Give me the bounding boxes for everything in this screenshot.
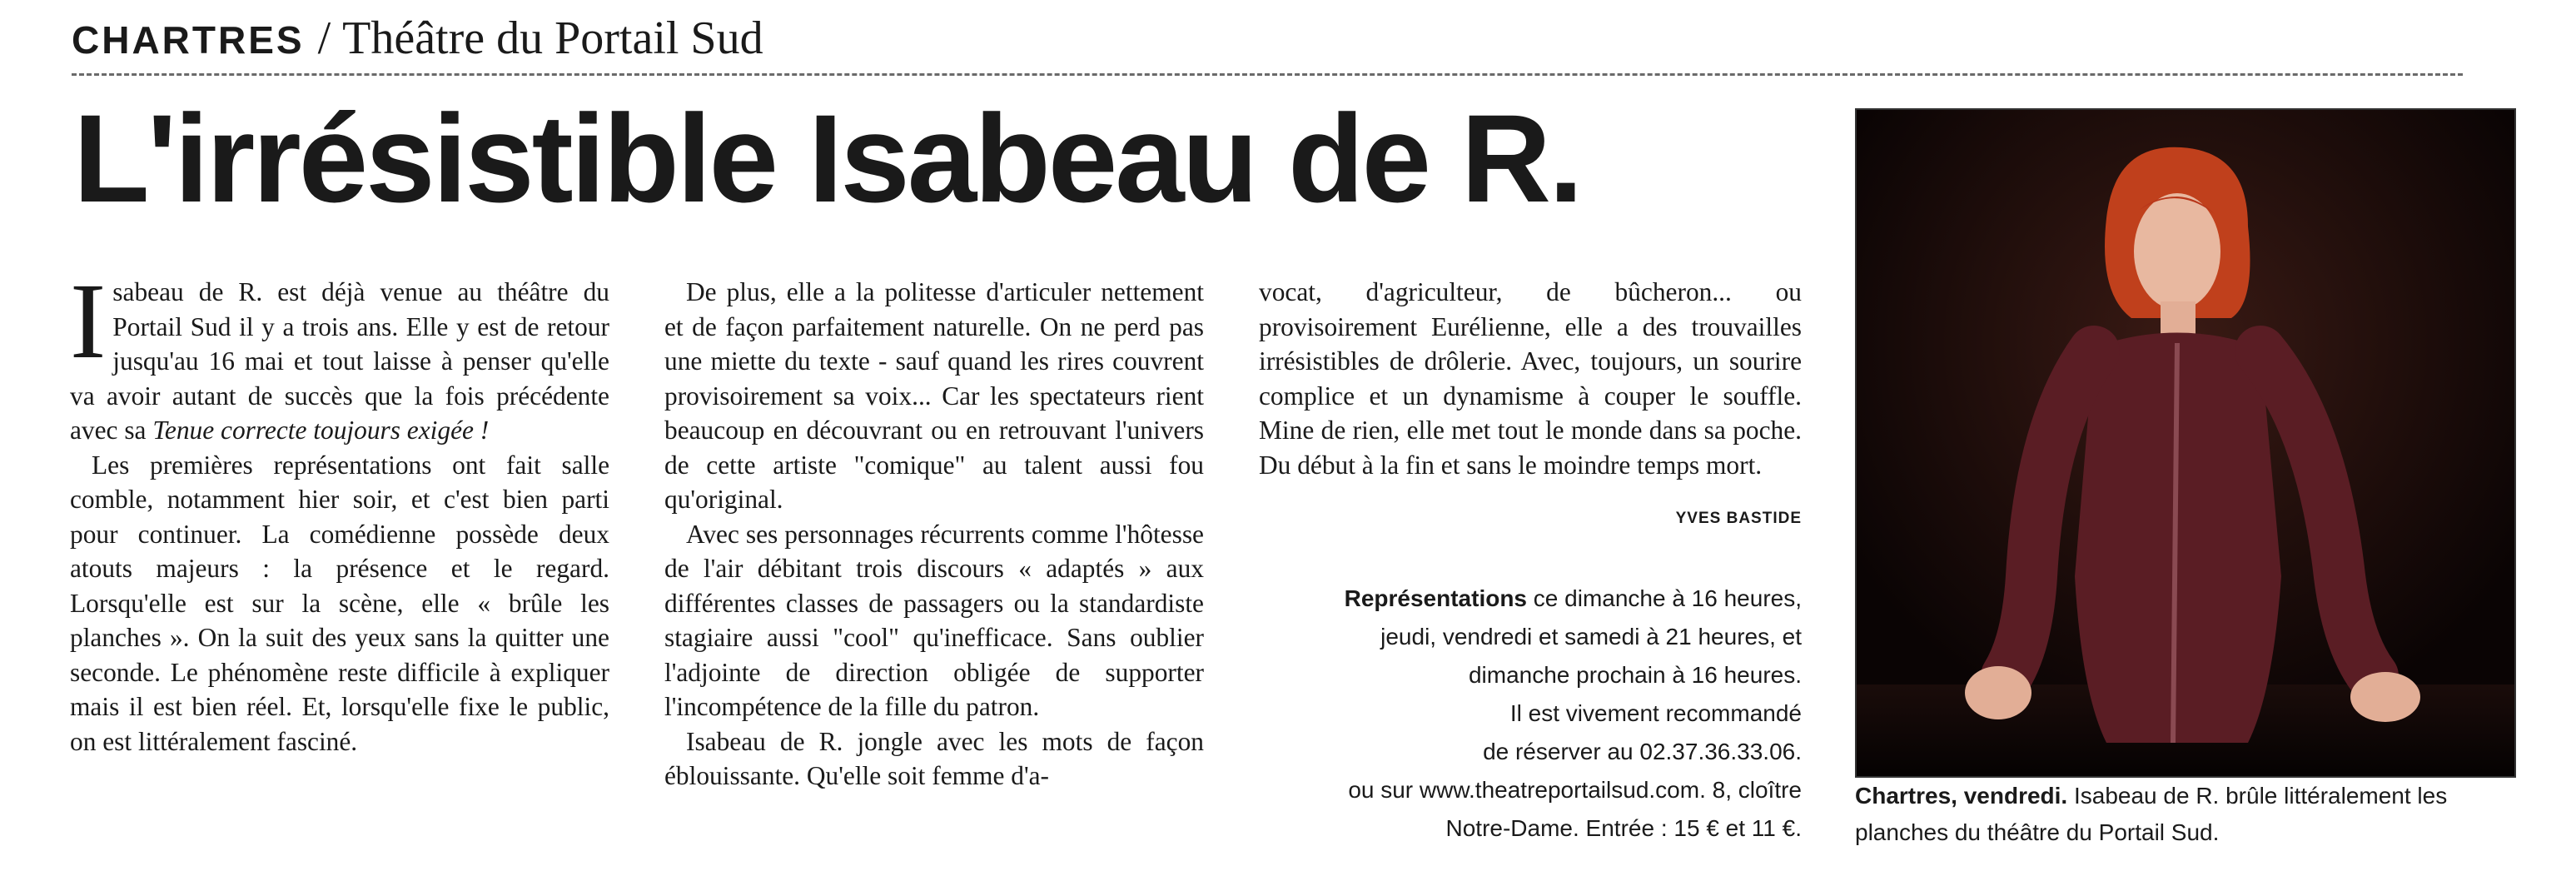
info-line: jeudi, vendredi et samedi à 21 heures, et — [1380, 624, 1802, 650]
paragraph-text: sabeau de R. est déjà venue au théâtre du Portail Sud il y a trois ans. Elle y est de retour jusqu'au 16 mai et tout laisse à penser qu'elle va avoir autant de succès que la fois précédente avec sa — [70, 277, 609, 445]
performer-photo — [1855, 108, 2516, 778]
dashed-rule — [72, 73, 2463, 76]
caption-text: Isabeau de R. brûle littéralement les planches du théâtre du Portail Sud. — [1855, 783, 2448, 845]
paragraph: De plus, elle a la politesse d'articuler nettement et de façon parfaitement naturelle. On ne perd pas une miette du texte - sauf quand les rires couvrent provisoirement sa voix... Car les spectateurs rient beaucoup en découvrant ou en retrouvant l'univers de cette artiste "comique" au talent aussi fou qu'original. — [664, 277, 1204, 514]
info-line: Notre-Dame. Entrée : 15 € et 11 €. — [1445, 815, 1802, 841]
kicker-separator: / — [317, 12, 331, 64]
paragraph: Avec ses personnages récurrents comme l'hôtesse de l'air débitant trois discours « adaptés » aux différentes classes de passagers ou la standardiste stagiaire aussi "cool" qu'inefficace. Sans oublier l'adjointe de direction obligée de supporter l'incompétence de la fille du patron. — [664, 519, 1204, 721]
info-label: Représentations — [1344, 585, 1528, 611]
info-line: Il est vivement recommandé — [1509, 700, 1802, 726]
headline: L'irrésistible Isabeau de R. — [73, 88, 1581, 228]
info-line: de réserver au 02.37.36.33.06. — [1483, 739, 1802, 764]
article-column-3 — [1259, 275, 1802, 482]
kicker-location: CHARTRES — [72, 18, 305, 62]
paragraph — [70, 261, 609, 448]
stage-illustration — [1857, 110, 2514, 776]
performance-info — [1259, 580, 1802, 848]
photo-caption — [1855, 778, 2521, 851]
paragraph: Isabeau de R. jongle avec les mots de façon éblouissante. Qu'elle soit femme d'a- — [664, 726, 1204, 790]
info-line: ce dimanche à 16 heures, — [1527, 585, 1802, 611]
show-title: Tenue correcte toujours exigée ! — [152, 416, 490, 445]
article-column-1 — [70, 261, 609, 759]
kicker-venue: Théâtre du Portail Sud — [342, 12, 763, 64]
paragraph: vocat, d'agriculteur, de bûcheron... ou provisoirement Eurélienne, elle a des trouvailles irrésistibles de drôlerie. Avec, toujours, un sourire complice et un dynamisme à couper le souffle. Mine de rien, elle met tout le monde dans sa poche. Du début à la fin et sans le moindre temps mort. — [1259, 277, 1802, 480]
info-line: dimanche prochain à 16 heures. — [1468, 662, 1802, 688]
caption-lead: Chartres, vendredi. — [1855, 783, 2068, 809]
article-column-2 — [664, 275, 1204, 794]
drop-cap: I — [70, 261, 107, 381]
info-line: ou sur www.theatreportailsud.com. 8, cloître — [1348, 777, 1802, 803]
paragraph: Les premières représentations ont fait salle comble, notamment hier soir, et c'est bien parti pour continuer. La comédienne possède deux atouts majeurs : la présence et le regard. Lorsqu'elle est sur la scène, elle « brûle les planches ». On la suit des yeux sans la quitter une seconde. Le phénomène reste difficile à expliquer mais il est bien réel. Et, lorsqu'elle fixe le public, on est littéralement fasciné. — [70, 450, 609, 756]
byline: YVES BASTIDE — [1675, 510, 1802, 527]
kicker — [72, 12, 763, 67]
